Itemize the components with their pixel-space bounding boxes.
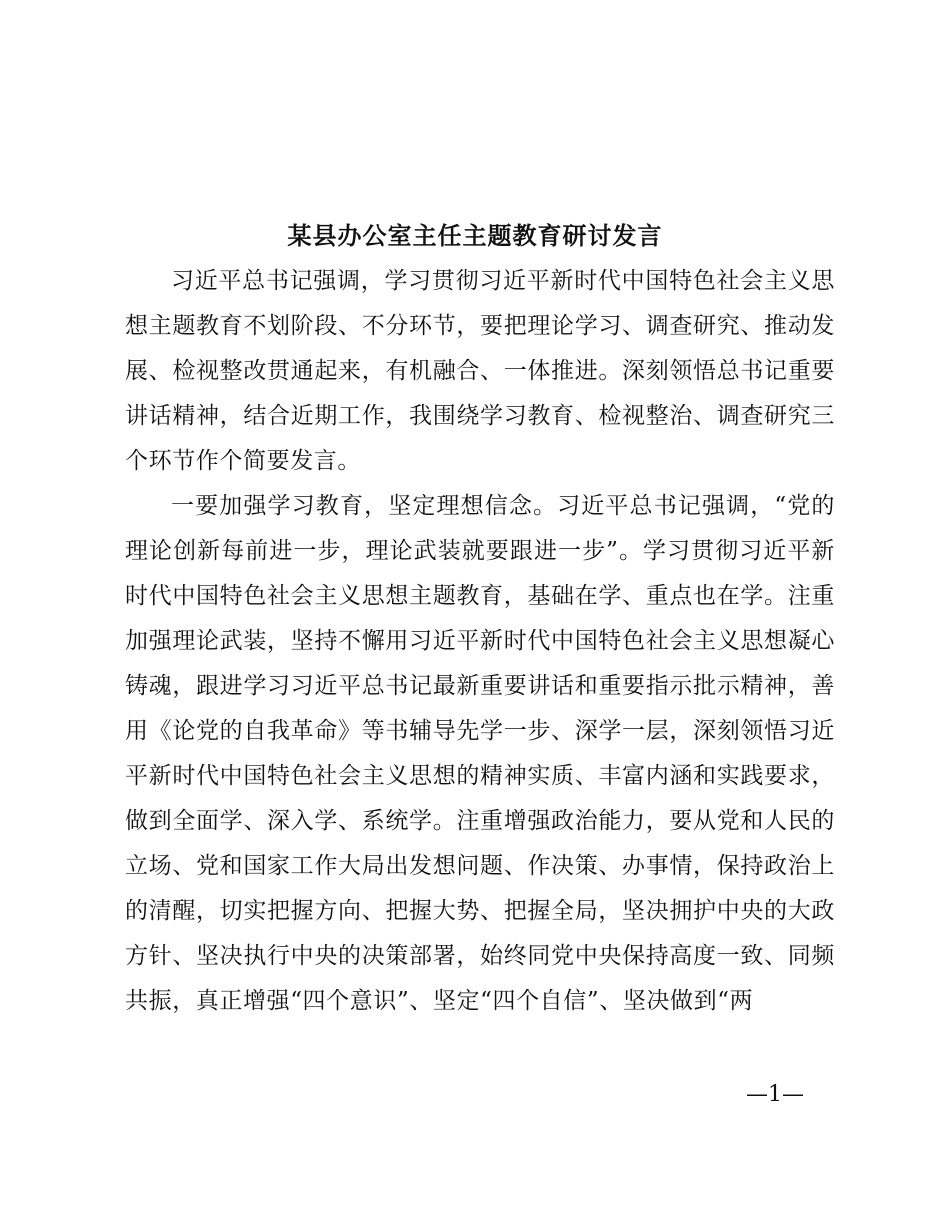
paragraph-intro: 习近平总书记强调，学习贯彻习近平新时代中国特色社会主义思想主题教育不划阶段、不分环节，要把理论学习、调查研究、推动发展、检视整改贯通起来，有机融合、一体推进。深刻领悟总书记重要讲话精神，结合近期工作，我围绕学习教育、检视整治、调查研究三个环节作个简要发言。 xyxy=(125,268,835,474)
document-body xyxy=(125,259,835,1024)
paragraph-study-education: 一要加强学习教育，坚定理想信念。习近平总书记强调，“党的理论创新每前进一步，理论武装就要跟进一步”。学习贯彻习近平新时代中国特色社会主义思想主题教育，基础在学、重点也在学。注重加强理论武装，坚持不懈用习近平新时代中国特色社会主义思想凝心铸魂，跟进学习习近平总书记最新重要讲话和重要指示批示精神，善用《论党的自我革命》等书辅导先学一步、深学一层，深刻领悟习近平新时代中国特色社会主义思想的精神实质、丰富内涵和实践要求，做到全面学、深入学、系统学。注重增强政治能力，要从党和人民的立场、党和国家工作大局出发想问题、作决策、办事情，保持政治上的清醒，切实把握方向、把握大势、把握全局，坚决拥护中央的大政方针、坚决执行中央的决策部署，始终同党中央保持高度一致、同频共振，真正增强“四个意识”、坚定“四个自信”、坚决做到“两 xyxy=(125,493,835,1014)
document-title: 某县办公室主任主题教育研讨发言 xyxy=(287,221,663,250)
page-number: —1— xyxy=(746,1082,804,1107)
